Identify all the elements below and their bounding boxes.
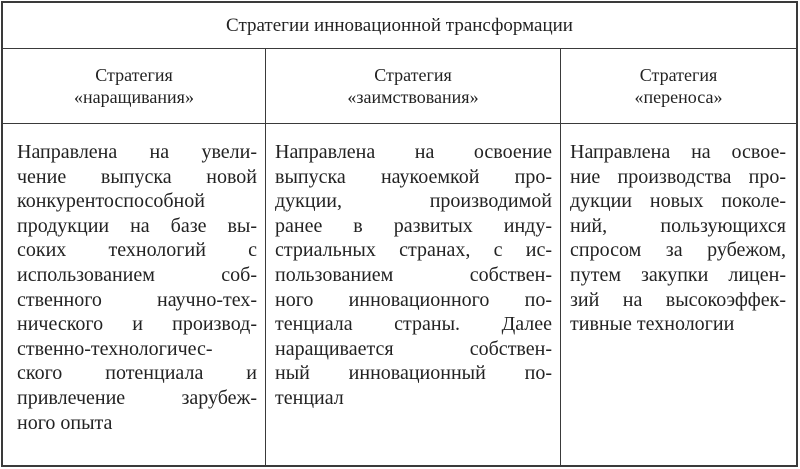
header-cell-borrowing — [265, 49, 560, 123]
body-cell-borrowing — [265, 124, 560, 465]
header-line: Стратегия — [374, 65, 452, 85]
text-line: Направлена на освоение — [275, 141, 552, 163]
cell-text — [3, 124, 265, 435]
text-line: ного опыта — [17, 411, 113, 434]
header-line: Стратегия — [639, 65, 718, 85]
text-line: наращивается собствен- — [275, 337, 552, 360]
text-line: стриальных странах, с ис- — [275, 239, 552, 262]
text-line: тенциала страны. Далее — [275, 313, 552, 336]
text-line: привлечение зарубеж- — [17, 386, 257, 409]
text-line: ний, пользующихся — [570, 214, 786, 237]
text-line: нического и производ- — [17, 313, 257, 336]
text-line: ского потенциала и — [17, 362, 257, 385]
cell-text — [561, 124, 796, 337]
header-line: «переноса» — [634, 87, 723, 107]
text-line: ного инновационного по- — [275, 288, 552, 311]
text-line: конкурентоспособной — [17, 190, 205, 213]
text-line: Направлена на увели- — [17, 141, 257, 163]
body-cell-transfer — [560, 124, 796, 465]
text-line: спросом за рубежом, — [570, 239, 786, 262]
text-line: ственного научно-тех- — [17, 288, 257, 311]
cell-text — [266, 124, 560, 411]
header-cell-growth — [3, 49, 265, 123]
text-line: тенциал — [275, 386, 344, 409]
text-line: продукции на базе вы- — [17, 214, 257, 237]
header-row — [3, 49, 796, 124]
text-line: путем закупки лицен- — [570, 263, 786, 286]
text-line: соких технологий с — [17, 239, 257, 262]
text-line: пользованием собствен- — [275, 263, 552, 286]
text-line: ственно-технологичес- — [17, 337, 213, 360]
text-line: чение выпуска новой — [17, 165, 257, 188]
strategy-table — [1, 1, 798, 467]
header-line: «наращивания» — [74, 87, 194, 107]
header-cell-transfer — [560, 49, 796, 123]
text-line: дукции, производимой — [275, 190, 552, 213]
header-line: «заимствования» — [347, 87, 479, 107]
text-line: ранее в развитых инду- — [275, 214, 552, 237]
body-row — [3, 124, 796, 465]
text-line: ный инновационный по- — [275, 362, 552, 385]
table-title-text: Стратегии инновационной трансформации — [226, 14, 573, 36]
header-line: Стратегия — [95, 65, 173, 85]
body-cell-growth — [3, 124, 265, 465]
text-line: использованием соб- — [17, 263, 257, 286]
text-line: тивные технологии — [570, 313, 735, 336]
text-line: ние производства про- — [570, 165, 786, 188]
table-title — [3, 3, 796, 49]
text-line: дукции новых поколе- — [570, 190, 786, 213]
text-line: зий на высокоэффек- — [570, 288, 786, 311]
text-line: Направлена на освое- — [570, 141, 786, 163]
text-line: выпуска наукоемкой про- — [275, 165, 552, 188]
